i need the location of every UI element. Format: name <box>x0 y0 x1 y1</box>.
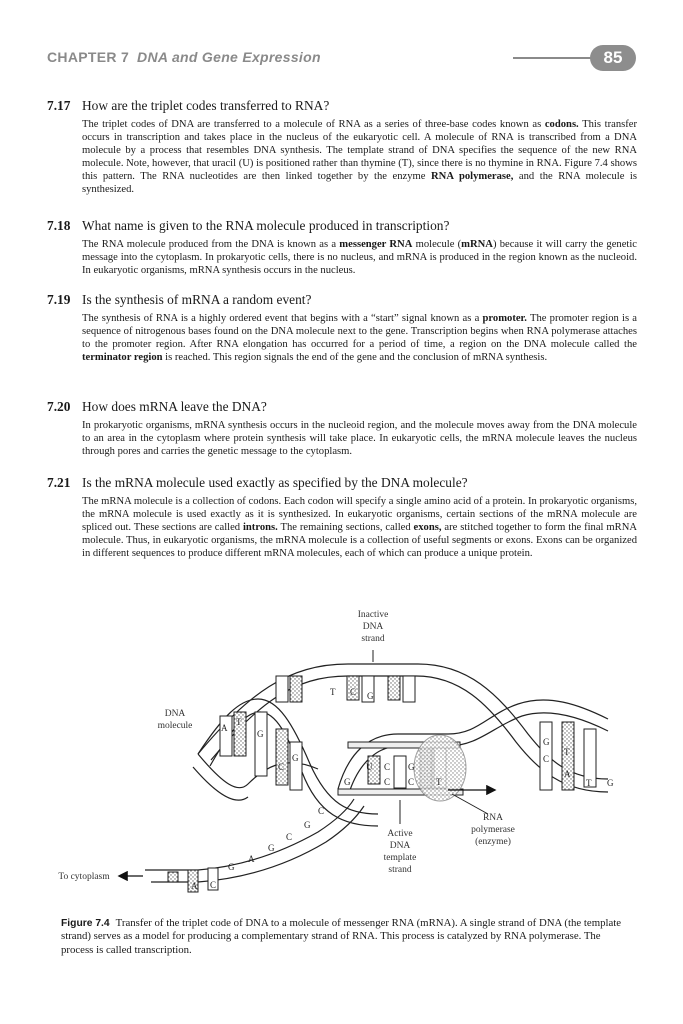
base-letter: T <box>436 777 442 787</box>
answer-segment: The RNA molecule produced from the DNA is known as a <box>82 239 340 250</box>
base-letter: G <box>344 777 351 787</box>
answer-text <box>82 238 637 277</box>
question-text: How are the triplet codes transferred to RNA? <box>82 98 330 113</box>
rna-polymerase-label-line1: RNA <box>482 813 504 823</box>
base-letter: A <box>221 723 228 733</box>
rna-polymerase-label-line3: (enzyme) <box>475 837 511 847</box>
bold-term: promoter. <box>482 313 527 324</box>
answer-segment: The triplet codes of DNA are transferred to a molecule of RNA as a series of three-base codes known as <box>82 119 545 130</box>
question-block-7-19 <box>47 291 637 364</box>
base-pairs <box>168 676 596 892</box>
base-letter: C <box>210 880 217 890</box>
answer-text <box>82 495 637 560</box>
base-pair-rung <box>276 676 288 702</box>
question-text: What name is given to the RNA molecule produced in transcription? <box>82 218 450 233</box>
base-letter: T <box>330 687 336 697</box>
base-pair-rung <box>276 729 288 785</box>
inactive-label-line2: DNA <box>362 622 384 632</box>
base-letter: A <box>248 854 255 864</box>
figure-caption-text: Transfer of the triplet code of DNA to a molecule of messenger RNA (mRNA). A single strand of DNA (the template strand) serves as a model for producing a complementary strand of RNA. This process is catalyzed by RNA polymerase. The process is called transcription. <box>61 917 622 956</box>
base-pair-rung <box>290 742 302 790</box>
lower-left-inner <box>193 767 248 800</box>
bold-term: exons, <box>413 522 442 534</box>
base-letter: G <box>367 691 374 701</box>
figure-caption <box>61 917 627 957</box>
question-heading <box>47 474 637 491</box>
chapter-heading <box>47 49 321 65</box>
answer-segment: molecule ( <box>412 239 462 250</box>
answer-segment: The mRNA molecule is a collection of codons. Each codon will specify a single amino acid of a protein. In prokaryotic organisms, the mRNA molecule is used exactly as it is synthesized. In eukaryotic organisms, certain sections of the mRNA molecule are spliced out. These sections are called <box>82 496 637 534</box>
base-letter: U <box>366 762 373 772</box>
figure-label: Figure 7.4 <box>61 918 110 929</box>
rna-polymerase-label-line2: polymerase <box>471 825 515 835</box>
base-pair-rung <box>290 676 302 702</box>
rna-polymerase-blob <box>414 735 466 801</box>
question-text: How does mRNA leave the DNA? <box>82 399 267 414</box>
base-letter: G <box>408 762 415 772</box>
base-letter: C <box>350 687 357 697</box>
base-letter: C <box>384 777 391 787</box>
answer-segment: The remaining sections, called <box>277 522 414 534</box>
question-heading <box>47 97 637 114</box>
bold-term: mRNA <box>461 239 493 250</box>
bold-term: codons. <box>544 119 579 130</box>
answer-segment: The synthesis of RNA is a highly ordered event that begins with a “start” signal known as a <box>82 313 483 324</box>
base-letter: T <box>586 778 592 788</box>
active-label-line1: Active <box>387 829 413 839</box>
polymerase-pointer <box>452 794 488 814</box>
bold-term: introns. <box>242 522 278 534</box>
answer-text <box>82 118 637 197</box>
answer-segment: In prokaryotic organisms, mRNA synthesis occurs in the nucleoid region, and the molecule moves away from the DNA molecule to an area in the cytoplasm where protein synthesis will take place. In eukaryotic cells, the mRNA molecule leaves the nucleus through pores and carries the genetic message to the cytoplasm. <box>82 420 637 458</box>
answer-segment: and the RNA molecule is synthesized. <box>82 171 638 196</box>
question-text: Is the synthesis of mRNA a random event? <box>82 292 312 307</box>
page-number-badge: 85 <box>590 45 636 71</box>
base-letter: G <box>304 820 311 830</box>
question-block-7-18 <box>47 217 637 277</box>
question-block-7-17 <box>47 97 637 197</box>
mrna-nucleotide <box>168 872 178 882</box>
inactive-label-line1: Inactive <box>357 610 389 620</box>
base-letter: G <box>607 778 614 788</box>
chapter-title: DNA and Gene Expression <box>137 49 321 65</box>
base-letter: G <box>292 753 299 763</box>
question-number: 7.21 <box>47 475 71 490</box>
answer-segment: are stitched together to form the final mRNA molecule. Thus, in eukaryotic organisms, the mRNA molecule is a collection of useful segments or exons. Exons can be organized in different sequences to produce different mRNA molecules, each of which can produce a unique protein. <box>82 522 637 560</box>
base-letter: T <box>564 747 570 757</box>
answer-text <box>82 312 637 364</box>
base-letter: C <box>408 777 415 787</box>
base-letter: G <box>268 843 275 853</box>
question-block-7-20 <box>47 398 637 458</box>
bold-term: RNA polymerase, <box>431 171 514 183</box>
base-pair-rung <box>220 716 232 756</box>
base-letter: C <box>318 806 325 816</box>
base-pair-rung <box>255 712 267 776</box>
active-label-line4: strand <box>388 865 412 875</box>
base-pair-rung <box>403 676 415 702</box>
question-heading <box>47 398 637 415</box>
answer-segment: This transfer occurs in transcription and takes place in the nucleus of the eukaryotic cell. A molecule of RNA is transcribed from a DNA molecule by a process that resembles DNA synthesis. The template strand of DNA specifies the sequence of the new RNA molecule. Note, however, that uracil (U) is positioned rather than thymine (T), since there is no thymine in RNA. Figure 7.4 shows this pattern. The RNA nucleotides are then linked together by the enzyme <box>82 119 637 183</box>
question-number: 7.20 <box>47 399 71 414</box>
bold-term: terminator region <box>82 352 163 364</box>
base-letter: C <box>384 762 391 772</box>
question-number: 7.17 <box>47 98 71 113</box>
bold-term: messenger RNA <box>339 239 413 250</box>
question-text: Is the mRNA molecule used exactly as specified by the DNA molecule? <box>82 475 468 490</box>
question-heading <box>47 217 637 234</box>
dna-molecule-label-line2: molecule <box>157 721 193 731</box>
base-letter: C <box>543 754 550 764</box>
base-letter: T <box>236 717 242 727</box>
base-letter: G <box>228 862 235 872</box>
question-heading <box>47 291 637 308</box>
dna-molecule-label-line1: DNA <box>164 709 186 719</box>
page-header <box>47 44 637 72</box>
base-letter: A <box>564 769 571 779</box>
base-letter: G <box>543 737 550 747</box>
answer-segment: ) because it will carry the genetic message into the cytoplasm. In prokaryotic cells, there is no nucleus, and mRNA is produced in the region known as the nucleoid. In eukaryotic organisms, mRNA synthesis occurs in the nucleus. <box>82 239 637 277</box>
inactive-label-line3: strand <box>361 634 385 644</box>
base-pair-rung <box>388 676 400 700</box>
chapter-label: CHAPTER 7 <box>47 49 130 65</box>
answer-text <box>82 419 637 458</box>
base-letter: C <box>278 762 285 772</box>
question-number: 7.19 <box>47 292 71 307</box>
base-letter: C <box>286 832 293 842</box>
active-label-line2: DNA <box>389 841 411 851</box>
header-rule <box>513 57 593 59</box>
active-label-line3: template <box>383 853 417 863</box>
base-letter: A <box>191 881 198 891</box>
base-letter: G <box>257 729 264 739</box>
base-pair-rung <box>394 756 406 788</box>
question-number: 7.18 <box>47 218 71 233</box>
answer-segment: The promoter region is a sequence of nitrogenous bases found on the DNA molecule next to the gene. Transcription begins when RNA polymerase attaches to the promoter region. After RNA elongation has occurred for a period of time, a region on the DNA molecule called the <box>82 313 638 351</box>
to-cytoplasm-label: To cytoplasm <box>58 872 110 882</box>
question-block-7-21 <box>47 474 637 560</box>
answer-segment: is reached. This region signals the end of the gene and the conclusion of mRNA synthesis. <box>162 352 548 364</box>
dna-transcription-diagram <box>48 604 638 894</box>
transcription-figure <box>48 604 638 894</box>
